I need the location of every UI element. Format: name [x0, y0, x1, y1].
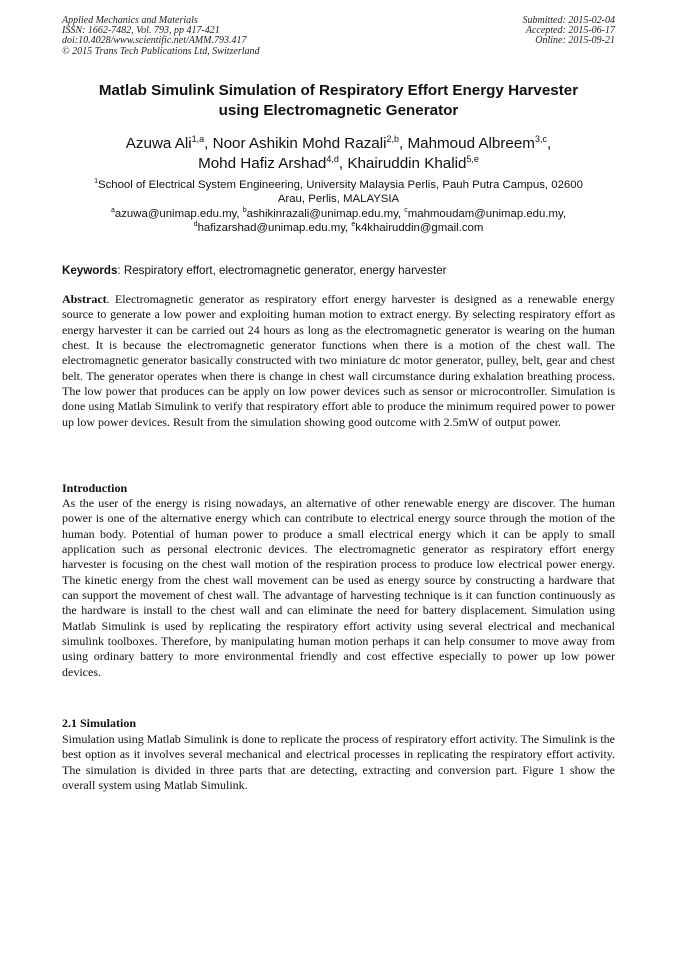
affiliation-text: School of Electrical System Engineering, University Malaysia Perlis, Pauh Putra Campus, 02600 [97, 179, 583, 191]
email-line-2 [62, 221, 615, 235]
email-link[interactable]: mahmoudam@unimap.edu.my, [407, 207, 566, 220]
author-name: Noor Ashikin Mohd Razali [212, 135, 387, 152]
author-separator: , [204, 135, 213, 152]
author-superscript: 2,b [386, 133, 400, 144]
email-superscript: d [193, 221, 198, 229]
simulation-paragraph: Simulation using Matlab Simulink is done to replicate the process of respiratory effort activity. The Simulink is the best option as it involves several mechanical and electrical processes in replicating the respiratory effort activity. The simulation is divided in three parts that are detecting, extracting and conversion part. Figure 1 show the overall system using Matlab Simulink. [62, 732, 615, 793]
journal-issn: ISSN: 1662-7482, Vol. 793, pp 417-421 [62, 25, 220, 37]
author-name: Khairuddin Khalid [347, 154, 467, 172]
introduction-paragraph: As the user of the energy is rising nowadays, an alternative of other renewable energy are discover. The human power is one of the alternative energy which can contribute to electrical energy source through the motion of the human body. Potential of human power to produce a small electrical energy which it can be apply to small application such as personal electronic devices. The electromagnetic generator as respiratory effort energy harvester is focusing on the chest wall motion of the respiration process to produce low electrical power energy. The kinetic energy from the chest wall movement can be used as energy source by constructing a hardware that can support the movement of chest wall. The advantage of harvesting technique is it can function continuously as the hardware is install to the chest wall and can eliminate the need for battery displacement. Simulation using Matlab Simulink is used by replicating the respiratory effort activity using several electrical and mechanical simulink toolboxes. Therefore, by manipulating human motion perhaps it can help consumer to move away from using ordinary battery to more environmental friendly and cost effective especially to power up low power devices. [62, 496, 615, 679]
journal-name: Applied Mechanics and Materials [62, 15, 198, 26]
abstract-text: . Electromagnetic generator as respiratory effort energy harvester is designed as a renewable energy source to generate a low power and exploiting human motion to extract energy. By selecting respiratory effort as energy harvester it can be carried out 24 hours as long as the electromagnetic generator is wearing on the human chest. It is because the electromagnetic generator functions when there is a motion of the chest wall. The electromagnetic generator basically constructed with two miniature dc motor generator, pulley, belt, gear and chest belt. The generator operates when there is change in chest wall circumstance during exhalation breathing process. The low power that produces can be apply on low power devices such as sensor or microcontroller. Simulation is done using Matlab Simulink to verify that respiratory effort able to produce the minimum required power to power up low power devices. Result from the simulation showing good outcome with 2.5mW of output power. [62, 292, 615, 429]
email-superscript: a [110, 207, 115, 215]
author-separator: , [338, 154, 348, 172]
email-superscript: b [242, 207, 247, 215]
author-superscript: 3,c [534, 133, 547, 144]
online-date: Online: 2015-09-21 [535, 35, 615, 47]
journal-header [62, 16, 260, 57]
email-link[interactable]: azuwa@unimap.edu.my, [114, 207, 243, 220]
author-separator: , [399, 135, 408, 152]
author-superscript: 1,a [191, 133, 205, 144]
title-line-1: Matlab Simulink Simulation of Respiratory Effort Energy Harvester [98, 82, 579, 99]
author-superscript: 4,d [326, 153, 339, 164]
email-link[interactable]: hafizarshad@unimap.edu.my, [197, 222, 352, 235]
email-link[interactable]: ashikinrazali@unimap.edu.my, [246, 207, 405, 220]
author-line-2 [62, 154, 615, 174]
title-line-2: using Electromagnetic Generator [218, 102, 459, 119]
abstract [62, 292, 615, 430]
submitted-date: Submitted: 2015-02-04 [522, 15, 615, 26]
email-superscript: c [404, 207, 408, 215]
author-separator: , [546, 135, 552, 152]
journal-doi[interactable]: doi:10.4028/www.scientific.net/AMM.793.417 [62, 35, 247, 47]
author-name: Azuwa Ali [125, 135, 192, 152]
affiliation-line-1 [62, 178, 615, 192]
keywords-label: Keywords [62, 264, 118, 277]
abstract-label: Abstract [62, 292, 107, 306]
paper-title [62, 81, 615, 121]
author-superscript: 5,e [466, 153, 479, 164]
affiliation-superscript: 1 [94, 178, 98, 186]
submission-dates [523, 16, 616, 47]
affiliation-block [62, 178, 615, 236]
email-superscript: e [351, 221, 356, 229]
email-link[interactable]: k4khairuddin@gmail.com [355, 222, 484, 235]
affiliation-line-2: Arau, Perlis, MALAYSIA [277, 193, 400, 206]
accepted-date: Accepted: 2015-06-17 [525, 25, 615, 37]
author-line-1 [62, 134, 615, 154]
author-name: Mahmoud Albreem [407, 135, 535, 152]
section-heading-introduction: Introduction [62, 481, 128, 495]
author-list [62, 134, 615, 173]
section-heading-simulation: 2.1 Simulation [62, 716, 137, 730]
email-line-1 [62, 207, 615, 221]
journal-copyright: © 2015 Trans Tech Publications Ltd, Switzerland [62, 45, 260, 57]
keywords-text: : Respiratory effort, electromagnetic generator, energy harvester [117, 264, 447, 277]
author-name: Mohd Hafiz Arshad [198, 154, 327, 172]
keywords [62, 263, 615, 278]
